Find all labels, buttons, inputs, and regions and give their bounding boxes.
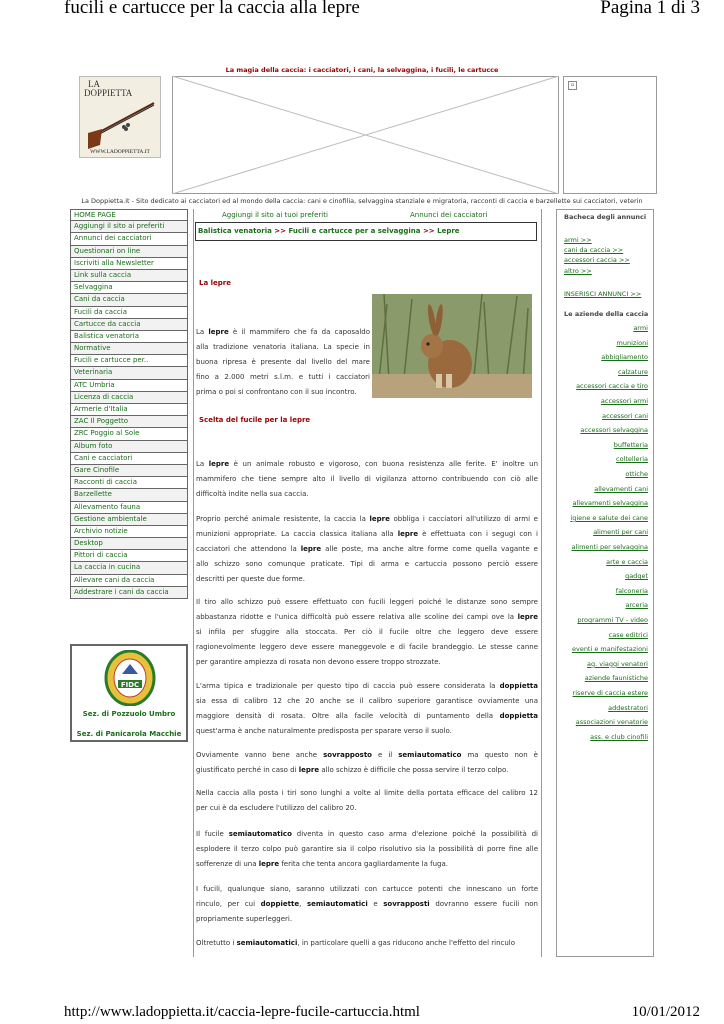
nav-item[interactable]: Archivio notizie — [70, 526, 188, 538]
text-line: rinculo, per cui doppiette, semiautomatici e sovrapposti dovranno essere fucili non — [196, 900, 538, 908]
left-nav-menu — [70, 209, 188, 599]
company-category-link[interactable]: gadget — [625, 572, 648, 581]
footer-url: http://www.ladoppietta.it/caccia-lepre-fucile-cartuccia.html — [64, 1004, 420, 1020]
nav-item[interactable]: Cani da caccia — [70, 294, 188, 306]
company-category-link[interactable]: arceria — [625, 601, 648, 610]
board-title: Bacheca degli annunci — [564, 213, 647, 221]
company-category-link[interactable]: igiene e salute dei cane — [570, 513, 648, 522]
nav-item[interactable]: Racconti di caccia — [70, 477, 188, 489]
page-number: Pagina 1 di 3 — [600, 0, 700, 18]
text-line: I fucili, qualunque siano, saranno utilizzati con cartucce potenti che innescano un forte — [196, 885, 538, 893]
add-favorites-link[interactable]: Aggiungi il sito ai tuoi preferiti — [222, 211, 328, 219]
nav-item[interactable]: Fucili e cartucce per.. — [70, 355, 188, 367]
logo-text-la: LA — [88, 79, 100, 89]
company-category-link[interactable]: falconeria — [615, 586, 648, 595]
text-line: alla tradizione venatoria italiana. La specie in — [196, 343, 370, 351]
section-heading-fucile: Scelta del fucile per la lepre — [199, 416, 311, 424]
nav-item[interactable]: Normative — [70, 343, 188, 355]
company-category-link[interactable]: ag. viaggi venatori — [587, 659, 648, 668]
nav-item[interactable]: Barzellette — [70, 489, 188, 501]
paragraph — [196, 457, 538, 502]
text-line: allo schizzo sono comunque praticate. Tipi di arma e cartuccia possono perciò essere — [196, 560, 538, 568]
nav-item[interactable]: Album foto — [70, 441, 188, 453]
nav-item[interactable]: ATC Umbria — [70, 380, 188, 392]
company-category-link[interactable]: programmi TV - video — [577, 616, 648, 624]
nav-item[interactable]: ZAC Il Poggetto — [70, 416, 188, 428]
nav-item[interactable]: Cani e cacciatori — [70, 453, 188, 465]
nav-item[interactable]: Desktop — [70, 538, 188, 550]
company-category-link[interactable]: case editrici — [608, 630, 648, 639]
section-heading-lepre: La lepre — [199, 279, 231, 287]
paragraph — [196, 882, 538, 927]
company-category-link[interactable]: armi — [633, 324, 648, 332]
company-category-link[interactable]: addestratori — [608, 703, 648, 712]
breadcrumb-separator: >> — [422, 227, 435, 235]
company-category-link[interactable]: eventi e manifestazioni — [571, 645, 648, 654]
text-line: Proprio perché animale resistente, la caccia la lepre obbliga i cacciatori all'utilizzo di armi e — [196, 515, 538, 523]
text-line: mammifero che tiene sempre alto il livello di vigilanza attorno contribuendo con ciò alle — [196, 475, 538, 483]
text-line: cacciatori che attendono la lepre alle poste, ma anche altre forme come quella vagante e — [196, 545, 538, 553]
breadcrumb-separator: >> — [274, 227, 286, 235]
text-line: Il fucile semiautomatico diventa in questo caso arma d'elezione poiché la possibilità di — [196, 830, 538, 838]
text-line: Ovviamente vanno bene anche sovrapposto e il semiautomatico ma questo non è — [196, 751, 538, 759]
nav-item[interactable]: Allevare cani da caccia — [70, 575, 188, 587]
company-category-link[interactable]: ottiche — [625, 470, 648, 478]
company-category-link[interactable]: riserve di caccia estere — [572, 689, 648, 697]
right-sidebar — [556, 209, 654, 957]
banner-placeholder[interactable] — [172, 76, 559, 194]
paragraph — [196, 827, 538, 872]
text-line: per garantire ampiezza di rosata non devono essere troppo strozzate. — [196, 658, 441, 666]
nav-item[interactable]: Gare Cinofile — [70, 465, 188, 477]
text-line: esplodere il terzo colpo può garantire sia il colpo risolutivo sia la possibilità di porre fine alle — [196, 845, 538, 853]
nav-item[interactable]: Annunci dei cacciatori — [70, 233, 188, 245]
breadcrumb — [195, 222, 537, 241]
text-line: propriamente superleggeri. — [196, 915, 293, 923]
board-link[interactable]: accessori caccia >> — [564, 256, 630, 265]
text-line: prima o poi si confrontano con il suo incontro. — [196, 388, 357, 396]
nav-item[interactable]: Gestione ambientale — [70, 514, 188, 526]
company-category-link[interactable]: allevamenti selvaggina — [572, 499, 648, 508]
company-category-link[interactable]: alimenti per cani — [593, 528, 648, 537]
text-line: fino a 2.000 metri s.l.m. e tutti i cacciatori — [196, 373, 370, 381]
fidc-section-panicarola[interactable]: Sez. di Panicarola Macchie — [76, 730, 182, 738]
company-category-link[interactable]: accessori cani — [602, 411, 648, 420]
text-line: ragionevolmente leggero deve essere maneggevole e di facile brandeggio. Le stesse canne — [196, 643, 538, 651]
company-category-link[interactable]: abbigliamento — [601, 353, 648, 362]
paragraph — [196, 679, 538, 739]
insert-ads-link[interactable]: INSERISCI ANNUNCI >> — [564, 290, 642, 298]
nav-item[interactable]: Fucili da caccia — [70, 307, 188, 319]
text-line: si infila per sfuggire alla stoccata. Per ciò il fucile oltre che leggero deve essere — [196, 628, 538, 636]
nav-item[interactable]: Questionari on line — [70, 246, 188, 258]
company-category-link[interactable]: ass. e club cinofili — [590, 732, 648, 741]
company-category-link[interactable]: arte e caccia — [606, 557, 648, 566]
board-link[interactable]: armi >> — [564, 236, 592, 244]
nav-item[interactable]: Selvaggina — [70, 282, 188, 294]
site-tagline: La magia della caccia: i cacciatori, i cani, la selvaggina, i fucili, le cartucce — [225, 66, 499, 74]
company-category-link[interactable]: aziende faunistiche — [584, 674, 648, 683]
text-line: quest'arma è anche naturalmente predisposta per sparare verso il suolo. — [196, 727, 452, 735]
text-line: descritti per queste due forme. — [196, 575, 305, 583]
nav-item[interactable]: Cartucce da caccia — [70, 319, 188, 331]
company-category-link[interactable]: accessori armi — [600, 397, 648, 405]
board-link[interactable]: altro >> — [564, 266, 592, 275]
company-category-link[interactable]: munizioni — [616, 338, 648, 347]
page-header-title: fucili e cartucce per la caccia alla lepre — [64, 0, 360, 18]
text-line: Nella caccia alla posta i tiri sono lunghi a volte al limite della portata efficace del calibro 12 — [196, 789, 538, 797]
nav-item[interactable]: La caccia in cucina — [70, 562, 188, 574]
logo-text-doppietta: DOPPIETTA — [84, 88, 133, 98]
shotgun-icon — [80, 95, 162, 155]
company-category-link[interactable]: alimenti per selvaggina — [571, 543, 648, 551]
paragraph — [196, 936, 538, 951]
nav-item[interactable]: Pittori di caccia — [70, 550, 188, 562]
company-category-link[interactable]: calzature — [618, 367, 648, 376]
nav-item[interactable]: Addestrare i cani da caccia — [70, 587, 188, 599]
nav-item[interactable]: Allevamento fauna — [70, 502, 188, 514]
nav-item[interactable]: Iscriviti alla Newsletter — [70, 258, 188, 270]
text-line: munizioni appropriate. La caccia classica italiana alla lepre è effettuata con i segugi con i — [196, 530, 538, 538]
company-category-link[interactable]: accessori selvaggina — [580, 426, 648, 435]
site-logo[interactable] — [79, 76, 161, 158]
paragraph-intro — [196, 325, 370, 400]
paragraph — [196, 595, 538, 670]
companies-title: Le aziende della caccia — [564, 310, 649, 318]
breadcrumb-item-lepre[interactable]: Lepre — [437, 227, 460, 235]
board-link[interactable]: cani da caccia >> — [564, 246, 624, 255]
paragraph — [196, 748, 538, 778]
svg-text:FIDC: FIDC — [120, 681, 140, 689]
paragraph — [196, 786, 538, 816]
nav-item[interactable]: ZRC Poggio al Sole — [70, 428, 188, 440]
nav-item[interactable]: Armerie d'Italia — [70, 404, 188, 416]
company-category-link[interactable]: coltelleria — [616, 455, 648, 464]
breadcrumb-item-fucili[interactable]: Fucili e cartucce per a selvaggina — [288, 227, 421, 235]
text-line: Il tiro allo schizzo può essere effettuato con fucili leggeri poiché le distanze sono sempre — [196, 598, 538, 606]
nav-item[interactable]: Veterinaria — [70, 367, 188, 379]
hare-photo — [372, 294, 532, 398]
text-line: sofferenze di una lepre ferita che tenta ancora gagliardamente la fuga. — [196, 860, 448, 868]
text-line: buona ripresa è presente dal livello del mare — [196, 358, 370, 366]
text-line: giustificato perché in caso di lepre allo schizzo è difficile che possa servire il terzo colpo. — [196, 766, 509, 774]
company-category-link[interactable]: buffetteria — [613, 440, 648, 449]
side-banner-placeholder[interactable] — [563, 76, 657, 194]
logo-url: WWW.LADOPPIETTA.IT — [90, 149, 150, 155]
nav-item[interactable]: HOME PAGE — [70, 209, 188, 221]
broken-image-icon: ▫ — [568, 81, 577, 90]
text-line: difficoltà indite nella sua caccia. — [196, 490, 309, 498]
text-line: Oltretutto i semiautomatici, in particolare quelli a gas riducono anche l'effetto del rinculo — [196, 939, 516, 947]
company-category-link[interactable]: allevamenti cani — [594, 484, 648, 493]
ads-link[interactable]: Annunci dei cacciatori — [410, 211, 488, 219]
breadcrumb-item-balistica[interactable]: Balistica venatoria — [198, 227, 272, 235]
fidc-box[interactable] — [70, 644, 188, 742]
fidc-section-pozzuolo[interactable]: Sez. di Pozzuolo Umbro — [82, 710, 176, 718]
nav-item[interactable]: Licenza di caccia — [70, 392, 188, 404]
text-line: La lepre è un animale robusto e vigoroso, con buona resistenza alle ferite. E' inoltre un — [196, 460, 539, 468]
paragraph — [196, 512, 538, 587]
text-line: abbastanza ridotte e l'unica difficoltà può essere relativa alle scoline dei campi ove la lepre — [196, 613, 538, 621]
nav-item[interactable]: Link sulla caccia — [70, 270, 188, 282]
company-category-link[interactable]: accessori caccia e tiro — [576, 382, 648, 391]
company-category-link[interactable]: associazioni venatorie — [575, 718, 648, 727]
footer-date: 10/01/2012 — [631, 1004, 700, 1020]
image-placeholder-icon — [172, 76, 559, 194]
text-line: La lepre è il mammifero che fa da caposaldo — [196, 328, 370, 336]
site-intro: La Doppietta.it - Sito dedicato ai cacciatori ed al mondo della caccia: cani e cinofilia, selvaggina stanziale e migratoria, racconti di caccia e barzellette sui cacciatori, veterin — [81, 197, 643, 205]
text-line: maggiore densità di rosata. Oltre alla facile velocità di puntamento della doppietta — [196, 712, 538, 720]
fidc-seal-icon — [104, 650, 156, 706]
text-line: sia essa di calibro 12 che 20 anche se il calibro superiore garantisce ovviamente una — [196, 697, 538, 705]
text-line: L'arma tipica e tradizionale per questo tipo di caccia può essere considerata la doppietta — [196, 682, 538, 690]
text-line: per cui è da escludere l'utilizzo del calibro 20. — [196, 804, 357, 812]
nav-item[interactable]: Balistica venatoria — [70, 331, 188, 343]
nav-item[interactable]: Aggiungi il sito ai preferiti — [70, 221, 188, 233]
